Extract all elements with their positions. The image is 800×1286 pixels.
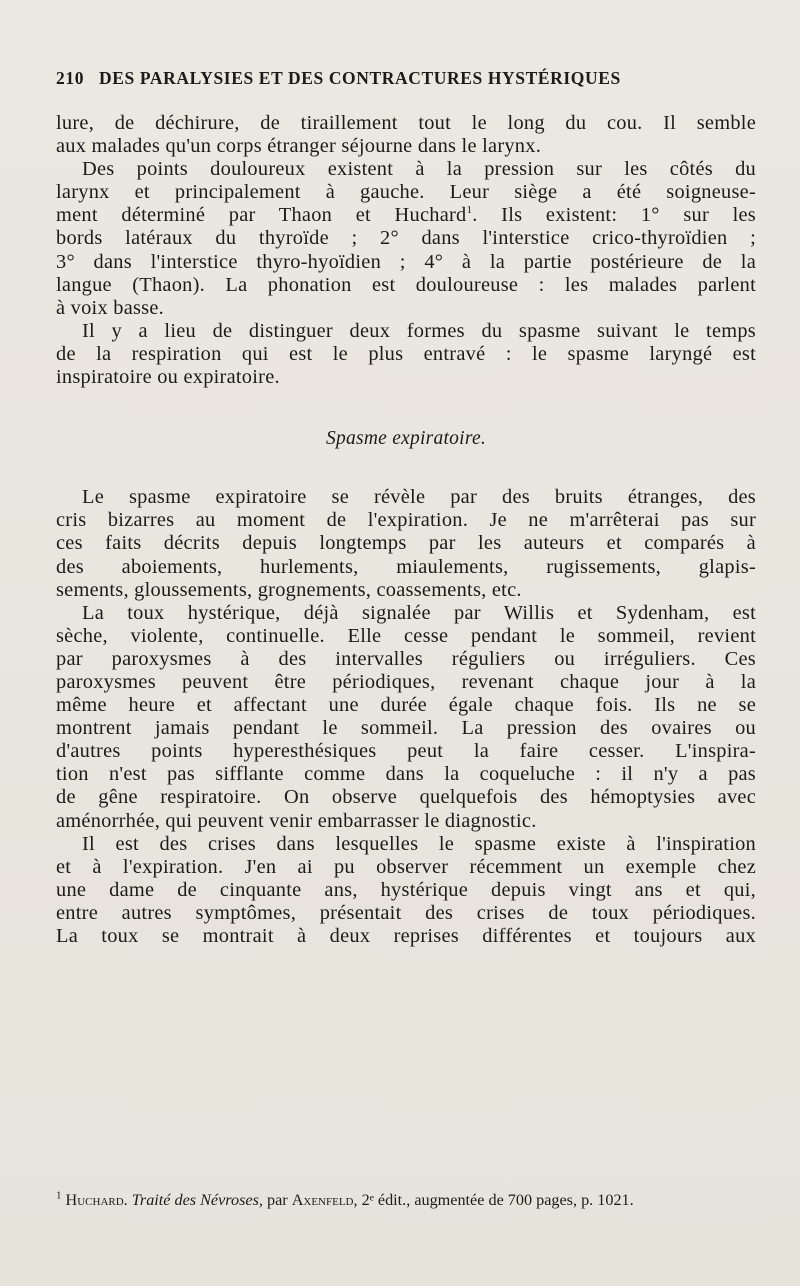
text-line: sements, gloussements, grognements, coassements, etc. — [56, 578, 522, 601]
page-number: 210 — [56, 68, 85, 88]
text-fragment: . Ils existent: 1° sur les — [472, 204, 756, 227]
paragraph-2 — [56, 158, 756, 320]
text-line: Il est des crises dans lesquelles le spasme existe à l'inspiration — [82, 832, 756, 855]
footnote-by: par — [266, 1191, 288, 1209]
text-line: sèche, violente, continuelle. Elle cesse pendant le sommeil, revient — [56, 624, 756, 647]
text-line: aménorrhée, qui peuvent venir embarrasser le diagnostic. — [56, 809, 537, 832]
text-line: à voix basse. — [56, 296, 165, 319]
text-line: même heure et affectant une durée égale chaque fois. Ils ne se — [56, 694, 756, 717]
text-line: Le spasme expiratoire se révèle par des bruits étranges, des — [82, 486, 756, 509]
footnote-title: Traité des Névroses, — [131, 1191, 263, 1209]
text-line: d'autres points hyperesthésiques peut la faire cesser. L'inspira- — [56, 740, 756, 763]
text-line: tion n'est pas sifflante comme dans la coqueluche : il n'y a pas — [56, 763, 756, 786]
text-line: et à l'expiration. J'en ai pu observer récemment un exemple chez — [56, 855, 756, 878]
text-line: de gêne respiratoire. On observe quelquefois des hémoptysies avec — [56, 786, 756, 809]
paragraph-1 — [56, 112, 756, 158]
text-line: lure, de déchirure, de tiraillement tout le long du cou. Il semble — [56, 112, 756, 134]
text-line: paroxysmes peuvent être périodiques, revenant chaque jour à la — [56, 670, 756, 693]
text-line: des aboiements, hurlements, miaulements, rugissements, glapis- — [56, 555, 756, 578]
paragraph-6 — [56, 833, 756, 948]
footnote-coauthor: Axenfeld, — [291, 1191, 358, 1209]
text-line: La toux hystérique, déjà signalée par Willis et Sydenham, est — [82, 601, 756, 624]
text-line: langue (Thaon). La phonation est douloureuse : les malades parlent — [56, 273, 756, 296]
footnote-author: Huchard. — [65, 1191, 128, 1209]
text-line: Des points douloureux existent à la pression sur les côtés du — [82, 158, 756, 181]
text-line: larynx et principalement à gauche. Leur siège a été soigneuse- — [56, 181, 756, 204]
text-line: de la respiration qui est le plus entravé : le spasme laryngé est — [56, 342, 756, 365]
footnote-details: 2ᵉ édit., augmentée de 700 pages, p. 1021. — [361, 1191, 634, 1209]
text-line: par paroxysmes à des intervalles réguliers ou irréguliers. Ces — [56, 647, 756, 670]
text-line: 3° dans l'interstice thyro-hyoïdien ; 4° à la partie postérieure de la — [56, 250, 756, 273]
paragraph-5 — [56, 602, 756, 833]
paragraph-4 — [56, 486, 756, 601]
text-line: bords latéraux du thyroïde ; 2° dans l'interstice crico-thyroïdien ; — [56, 227, 756, 250]
text-line — [56, 204, 756, 227]
footnote — [56, 1190, 766, 1210]
text-line: cris bizarres au moment de l'expiration. Je ne m'arrêterai pas sur — [56, 509, 756, 532]
body-text — [56, 112, 756, 948]
text-line: aux malades qu'un corps étranger séjourne dans le larynx. — [56, 135, 542, 158]
paragraph-3 — [56, 320, 756, 389]
text-line: ces faits décrits depuis longtemps par les auteurs et comparés à — [56, 532, 756, 555]
text-fragment: ment déterminé par Thaon et Huchard — [56, 204, 467, 227]
footnote-reference: 1 — [466, 204, 473, 217]
text-line: inspiratoire ou expiratoire. — [56, 366, 280, 389]
text-line: montrent jamais pendant le sommeil. La pression des ovaires ou — [56, 717, 756, 740]
running-head — [56, 68, 756, 89]
running-title: DES PARALYSIES ET DES CONTRACTURES HYSTÉRIQUES — [99, 68, 621, 88]
text-line: La toux se montrait à deux reprises différentes et toujours aux — [56, 925, 756, 947]
text-line: une dame de cinquante ans, hystérique depuis vingt ans et qui, — [56, 878, 756, 901]
section-title: Spasme expiratoire. — [326, 428, 486, 450]
text-line: entre autres symptômes, présentait des crises de toux périodiques. — [56, 901, 756, 924]
footnote-marker: 1 — [56, 1189, 62, 1202]
text-line: Il y a lieu de distinguer deux formes du spasme suivant le temps — [82, 319, 756, 342]
